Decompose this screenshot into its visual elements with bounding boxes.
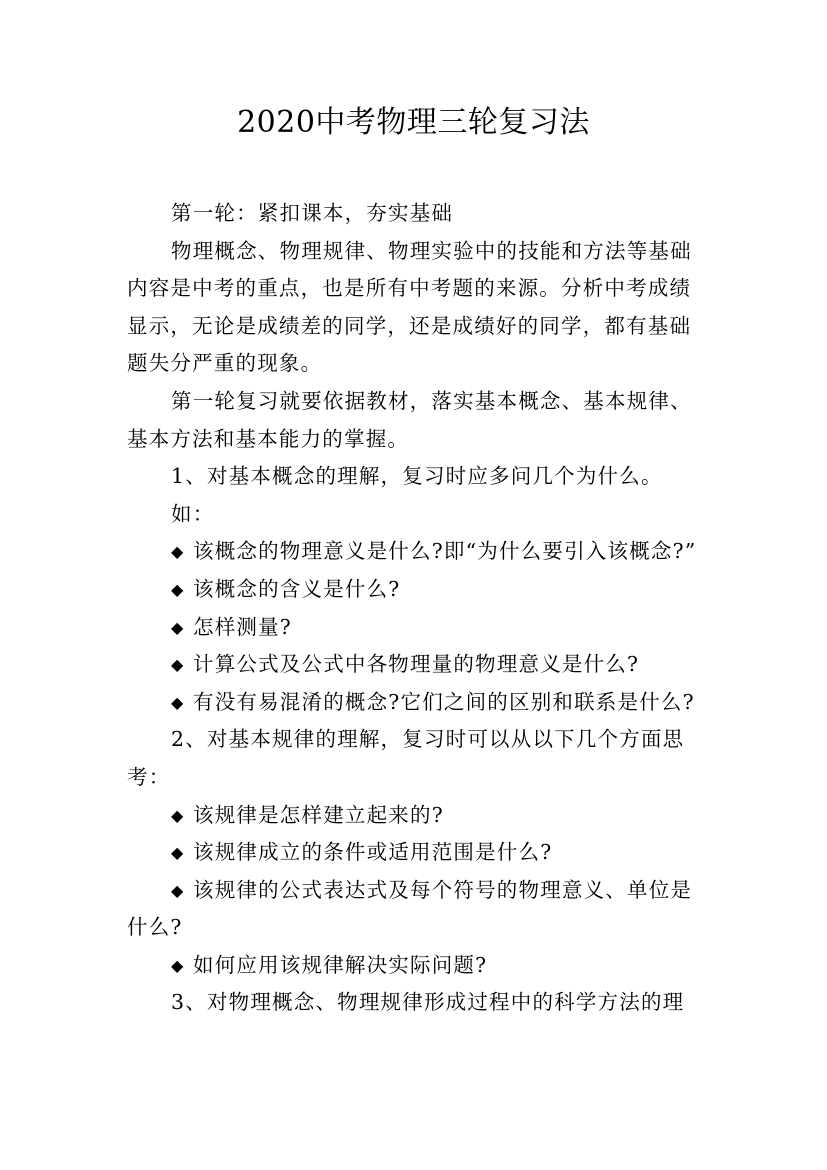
line-text: 内容是中考的重点，也是所有中考题的来源。分析中考成绩 bbox=[127, 276, 692, 301]
line-text: 如： bbox=[171, 501, 215, 526]
line-text: 该概念的物理意义是什么?即“为什么要引入该概念?” bbox=[193, 539, 697, 564]
text-line bbox=[127, 458, 707, 496]
diamond-bullet-icon: ◆ bbox=[171, 617, 185, 637]
line-text: 该概念的含义是什么? bbox=[193, 576, 401, 601]
line-text: 第一轮：紧扣课本，夯实基础 bbox=[171, 201, 454, 225]
diamond-bullet-icon: ◆ bbox=[171, 692, 185, 712]
line-text: 该规律的公式表达式及每个符号的物理意义、单位是 bbox=[193, 877, 693, 902]
text-line bbox=[127, 383, 707, 421]
document-title: 2020中考物理三轮复习法 bbox=[237, 105, 590, 140]
line-text: 有没有易混淆的概念?它们之间的区别和联系是什么? bbox=[193, 689, 695, 714]
text-line bbox=[127, 233, 707, 271]
bullet-line bbox=[127, 834, 707, 872]
line-text: 2、对基本规律的理解，复习时可以从以下几个方面思 bbox=[171, 727, 685, 752]
diamond-bullet-icon: ◆ bbox=[171, 955, 185, 975]
diamond-bullet-icon: ◆ bbox=[171, 843, 185, 863]
text-line bbox=[127, 496, 707, 534]
bullet-line bbox=[127, 571, 707, 609]
bullet-line bbox=[127, 646, 707, 684]
text-line bbox=[127, 759, 707, 797]
bullet-line bbox=[127, 533, 707, 571]
line-text: 该规律成立的条件或适用范围是什么? bbox=[193, 840, 553, 865]
line-text: 如何应用该规律解决实际问题? bbox=[193, 952, 488, 977]
diamond-bullet-icon: ◆ bbox=[171, 880, 185, 900]
text-line bbox=[127, 345, 707, 383]
line-text: 物理概念、物理规律、物理实验中的技能和方法等基础 bbox=[171, 238, 692, 263]
line-text: 该规律是怎样建立起来的? bbox=[193, 802, 444, 827]
line-text: 考： bbox=[127, 764, 171, 789]
text-line bbox=[127, 195, 707, 233]
line-text: 3、对物理概念、物理规律形成过程中的科学方法的理 bbox=[171, 990, 685, 1015]
line-text: 计算公式及公式中各物理量的物理意义是什么? bbox=[193, 652, 640, 677]
diamond-bullet-icon: ◆ bbox=[171, 542, 185, 562]
line-text: 什么? bbox=[127, 915, 183, 940]
text-line bbox=[127, 308, 707, 346]
text-line bbox=[127, 909, 707, 947]
line-text: 基本方法和基本能力的掌握。 bbox=[127, 426, 410, 451]
bullet-line bbox=[127, 797, 707, 835]
text-line bbox=[127, 984, 707, 1022]
diamond-bullet-icon: ◆ bbox=[171, 655, 185, 675]
bullet-line bbox=[127, 872, 707, 910]
document-body bbox=[127, 195, 707, 1022]
diamond-bullet-icon: ◆ bbox=[171, 805, 185, 825]
line-text: 第一轮复习就要依据教材，落实基本概念、基本规律、 bbox=[171, 388, 692, 413]
bullet-line bbox=[127, 947, 707, 985]
diamond-bullet-icon: ◆ bbox=[171, 579, 185, 599]
line-text: 怎样测量? bbox=[193, 614, 292, 639]
line-text: 1、对基本概念的理解，复习时应多问几个为什么。 bbox=[171, 464, 663, 489]
line-text: 显示，无论是成绩差的同学，还是成绩好的同学，都有基础 bbox=[127, 313, 692, 338]
text-line bbox=[127, 270, 707, 308]
text-line bbox=[127, 721, 707, 759]
bullet-line bbox=[127, 684, 707, 722]
line-text: 题失分严重的现象。 bbox=[127, 351, 323, 376]
text-line bbox=[127, 421, 707, 459]
bullet-line bbox=[127, 609, 707, 647]
